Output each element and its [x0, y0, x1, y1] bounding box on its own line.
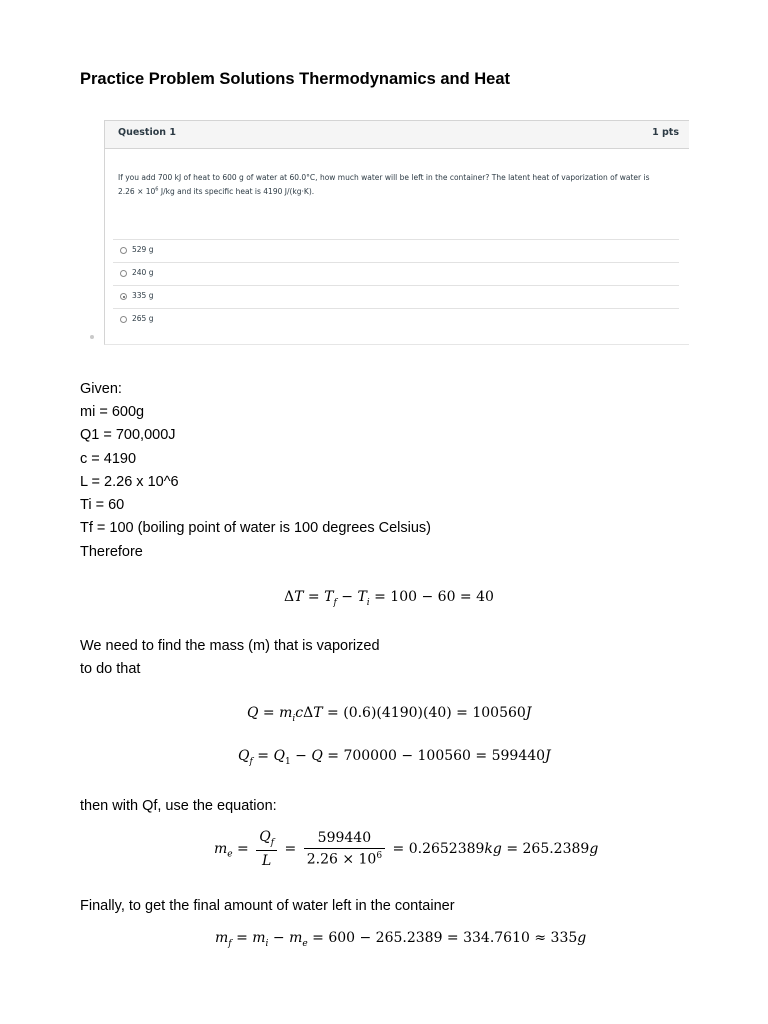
- finally-text: Finally, to get the final amount of water left in the container: [80, 898, 455, 914]
- question-points: 1 pts: [652, 127, 679, 138]
- radio-button-selected[interactable]: [120, 293, 127, 300]
- question-header: [105, 120, 689, 149]
- fraction-qf-over-l: $\frac{Q_f}{L}$: [256, 829, 277, 869]
- equation-qf: $Q_f = Q_1 - Q = 700000 - 100560 = 599440J$: [238, 748, 551, 767]
- therefore-text: Therefore: [80, 544, 143, 560]
- given-l: L = 2.26 x 10^6: [80, 474, 179, 490]
- equation-me-value1: = 0.2652389: [388, 840, 485, 857]
- bullet-dot-icon: [90, 335, 94, 339]
- given-heading: Given:: [80, 381, 122, 397]
- question-text-line2-prefix: 2.26 × 10: [118, 187, 156, 196]
- question-text: [118, 171, 673, 199]
- answer-option[interactable]: [113, 308, 679, 331]
- equation-me: $m_e$ = $\frac{Q_f}{L}$ = $\frac{599440}{2.26 \times 10^6}$ = 0.2652389kg = 265.2389g: [214, 829, 599, 869]
- equation-q: $Q = m_ic\Delta T = (0.6)(4190)(40) = 100560J$: [247, 705, 532, 724]
- given-ti: Ti = 60: [80, 497, 125, 513]
- answer-label: 240 g: [132, 268, 154, 277]
- radio-button[interactable]: [120, 247, 127, 254]
- radio-button[interactable]: [120, 316, 127, 323]
- given-mi: mi = 600g: [80, 404, 145, 420]
- page-title: Practice Problem Solutions Thermodynamics and Heat: [80, 70, 511, 88]
- fraction-denominator-exp: 6: [376, 851, 383, 862]
- given-q1: Q1 = 700,000J: [80, 427, 176, 443]
- fraction-numerator: 599440: [304, 830, 385, 849]
- mass-text-line1: We need to find the mass (m) that is vaporized: [80, 638, 380, 654]
- answer-list: [105, 239, 679, 331]
- answer-label: 529 g: [132, 245, 154, 254]
- quiz-question-card: [104, 120, 689, 345]
- answer-option[interactable]: [113, 239, 679, 262]
- equation-q-rhs: = (0.6)(4190)(40) = 100560: [322, 705, 526, 721]
- then-text: then with Qf, use the equation:: [80, 798, 277, 814]
- question-text-line2-exp: 6: [155, 186, 159, 193]
- answer-option-selected[interactable]: [113, 285, 679, 308]
- equation-mf-rhs: = 600 − 265.2389 = 334.7610 ≈ 335: [307, 930, 578, 946]
- fraction-value: [304, 830, 385, 868]
- question-text-line2-suffix: J/kg and its specific heat is 4190 J/(kg·K).: [158, 187, 315, 196]
- equation-me-value2: = 265.2389: [501, 840, 590, 857]
- question-text-line1: If you add 700 kJ of heat to 600 g of water at 60.0°C, how much water will be left in the container? The latent heat of vaporization of water is: [118, 173, 650, 182]
- given-c: c = 4190: [80, 451, 137, 467]
- mass-text-line2: to do that: [80, 661, 141, 677]
- radio-button[interactable]: [120, 270, 127, 277]
- equation-delta-t-rhs: = 100 − 60 = 40: [369, 589, 494, 605]
- fraction-denominator: 2.26 × 10: [306, 851, 377, 868]
- equation-delta-t: $\Delta T = T_f - T_i = 100 - 60 = 40$: [284, 589, 494, 608]
- answer-label: 335 g: [132, 291, 154, 300]
- answer-option[interactable]: [113, 262, 679, 285]
- question-number: Question 1: [118, 127, 176, 138]
- equation-qf-rhs: = 700000 − 100560 = 599440: [322, 748, 546, 764]
- given-tf: Tf = 100 (boiling point of water is 100 degrees Celsius): [80, 520, 432, 536]
- answer-label: 265 g: [132, 314, 154, 323]
- equation-mf: $m_f = m_i - m_e = 600 - 265.2389 = 334.7610 \approx 335g$: [215, 930, 587, 949]
